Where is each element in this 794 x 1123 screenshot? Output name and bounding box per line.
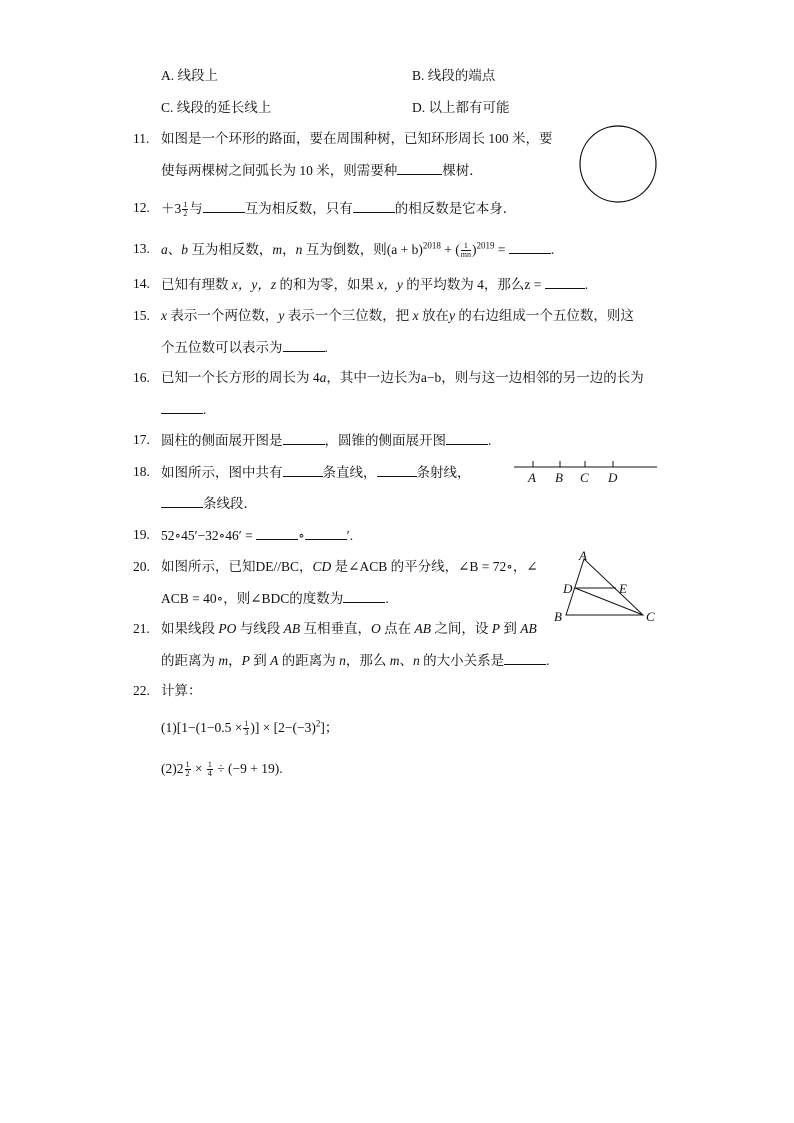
answer-blank[interactable] — [256, 525, 298, 540]
question-number-14: 14. — [133, 276, 150, 291]
fraction: $\frac{1}{2}$ — [185, 760, 190, 779]
option-b: B. 线段的端点 — [412, 68, 496, 83]
answer-blank[interactable] — [161, 399, 203, 414]
answer-blank[interactable] — [305, 525, 347, 540]
fraction: $\frac{1}{2}$ — [183, 200, 188, 219]
label-c: C — [646, 609, 655, 624]
answer-blank[interactable] — [504, 650, 546, 665]
label-c: C — [580, 470, 589, 485]
question-number-19: 19. — [133, 527, 150, 542]
q16-line1: 已知一个长方形的周长为 4a，其中一边长为a−b，则与这一边相邻的另一边的长为 — [161, 370, 644, 385]
question-number-22: 22. — [133, 683, 150, 698]
q19-line: 52∘45′−32∘46′ = ∘ ′. — [161, 525, 353, 546]
answer-blank[interactable] — [283, 462, 323, 477]
answer-blank[interactable] — [446, 430, 488, 445]
answer-blank[interactable] — [203, 198, 245, 213]
ring-road-figure — [576, 124, 660, 204]
q18-line1: 如图所示，图中共有 条直线， 条射线， — [161, 462, 471, 483]
q18-line2: 条线段． — [161, 493, 257, 514]
question-number-13: 13. — [133, 241, 150, 256]
answer-blank[interactable] — [377, 462, 417, 477]
fraction: $\frac{1}{4}$ — [207, 760, 212, 779]
fraction: $\frac{1}{3}$ — [244, 719, 249, 738]
option-a: A. 线段上 — [161, 68, 218, 83]
q22-part1: (1)[1−(1−0.5 × $\frac{1}{3}$ )] × $[2-(-3)^2]$； — [161, 718, 339, 738]
line-segment-figure — [510, 456, 660, 486]
label-b: B — [554, 609, 562, 624]
label-a: A — [528, 470, 536, 485]
question-number-16: 16. — [133, 370, 150, 385]
answer-blank[interactable] — [283, 337, 325, 352]
q22-title: 计算： — [161, 683, 202, 698]
triangle-abc — [566, 559, 643, 615]
label-a: A — [579, 550, 587, 563]
q15-line1: x 表示一个两位数，y 表示一个三位数，把 x 放在y 的右边组成一个五位数，则这 — [161, 308, 634, 323]
answer-blank[interactable] — [545, 274, 585, 289]
question-number-11: 11. — [133, 131, 150, 146]
answer-blank[interactable] — [397, 160, 442, 175]
question-number-12: 12. — [133, 200, 150, 215]
answer-blank[interactable] — [343, 588, 385, 603]
label-d: D — [563, 581, 573, 596]
option-c: C. 线段的延长线上 — [161, 100, 272, 115]
q22-part2: (2)2 $\frac{1}{2}$ × $\frac{1}{4}$ ÷ (−9 + 19). — [161, 760, 283, 779]
label-b: B — [555, 470, 563, 485]
q16-line2: . — [161, 399, 206, 420]
fraction: $\frac{1}{mn}$ — [460, 241, 471, 260]
q21-line1: 如果线段 PO 与线段 AB 互相垂直，O 点在 AB 之间，设 P 到 AB — [161, 621, 537, 636]
answer-blank[interactable] — [283, 430, 325, 445]
q11-line1: 如图是一个环形的路面，要在周围种树，已知环形周长 100 米，要 — [161, 131, 553, 146]
label-d: D — [608, 470, 618, 485]
q13-line: a、b 互为相反数，m，n 互为倒数，则$(a + b)^{2018}$ + ( $\frac{1}{mn}$ )$^{2019}$ = . — [161, 240, 555, 260]
ring-circle — [580, 126, 656, 202]
question-number-21: 21. — [133, 621, 150, 636]
question-number-18: 18. — [133, 464, 150, 479]
q17-line: 圆柱的侧面展开图是 ，圆锥的侧面展开图 . — [161, 430, 491, 451]
q20-line1: 如图所示，已知DE//BC，CD 是∠ACB 的平分线，∠B = 72∘，∠ — [161, 559, 538, 574]
triangle-figure — [548, 550, 663, 626]
q14-line: 已知有理数 x，y，z 的和为零，如果 x，y 的平均数为 4，那么z = . — [161, 274, 588, 295]
q12-line: ＋3 $\frac{1}{2}$ 与 互为相反数，只有 的相反数是它本身． — [161, 198, 516, 219]
label-e: E — [619, 581, 627, 596]
q11-line2: 使每两棵树之间弧长为 10 米，则需要种 棵树． — [161, 160, 483, 181]
q21-line2: 的距离为 m，P 到 A 的距离为 n，那么 m、n 的大小关系是 . — [161, 650, 550, 671]
answer-blank[interactable] — [509, 239, 551, 254]
answer-blank[interactable] — [161, 493, 203, 508]
answer-blank[interactable] — [353, 198, 395, 213]
question-number-15: 15. — [133, 308, 150, 323]
option-d: D. 以上都有可能 — [412, 100, 510, 115]
segment-dc — [575, 588, 643, 615]
question-number-17: 17. — [133, 432, 150, 447]
q15-line2: 个五位数可以表示为 . — [161, 337, 328, 358]
q20-line2: ACB = 40∘，则∠BDC的度数为 . — [161, 588, 389, 609]
question-number-20: 20. — [133, 559, 150, 574]
